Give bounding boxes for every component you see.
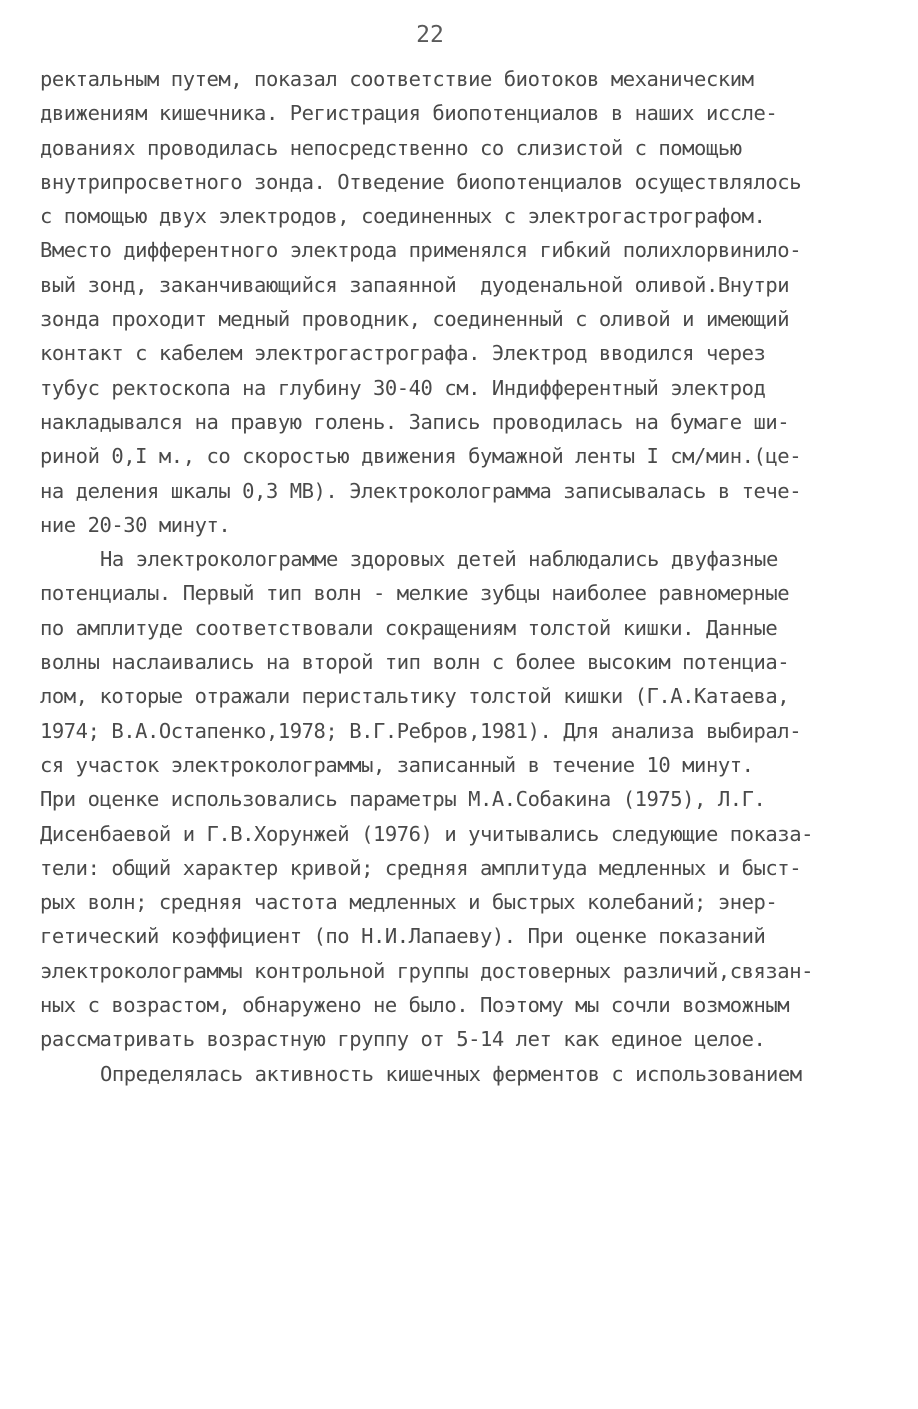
text-line: гетический коэффициент (по Н.И.Лапаеву). При оценке показаний — [40, 924, 766, 949]
text-line: ных с возрастом, обнаружено не было. Поэтому мы сочли возможным — [40, 993, 790, 1018]
text-line: рых волн; средняя частота медленных и быстрых колебаний; энер- — [40, 890, 778, 915]
text-line: тели: общий характер кривой; средняя амплитуда медленных и быст- — [40, 855, 802, 880]
paragraph — [40, 1057, 870, 1091]
text-line: электроколограммы контрольной группы достоверных различий,связан- — [40, 958, 813, 983]
text-line: ся участок электроколограммы, записанный в течение 10 минут. — [40, 752, 754, 777]
text-line: риной 0,I м., со скоростью движения бумажной ленты I см/мин.(це- — [40, 444, 802, 469]
text-line: контакт с кабелем электрогастрографа. Электрод вводился через — [40, 341, 766, 366]
text-line: волны наслаивались на второй тип волн с более высоким потенциа- — [40, 650, 790, 675]
text-line: потенциалы. Первый тип волн - мелкие зубцы наиболее равномерные — [40, 581, 790, 606]
text-line: дованиях проводилась непосредственно со слизистой с помощью — [40, 135, 742, 160]
text-line: ние 20-30 минут. — [40, 512, 231, 537]
text-line: на деления шкалы 0,3 МВ). Электрокологрaмма записывалась в тече- — [40, 478, 802, 503]
text-line: ректальным путем, показал соответствие биотоков механическим — [40, 67, 754, 91]
text-line: зонда проходит медный проводник, соединенный с оливой и имеющий — [40, 307, 790, 332]
text-line: тубус ректоскопа на глубину 30-40 см. Индифферентный электрод — [40, 375, 766, 400]
text-line: вый зонд, заканчивающийся запаянной дуоденальной оливой.Внутри — [40, 272, 790, 297]
page-number: 22 — [416, 22, 444, 48]
text-line: накладывался на правую голень. Запись проводилась на бумаге ши- — [40, 409, 790, 434]
text-line: Определялась активность кишечных ферментов с использованием — [100, 1061, 802, 1086]
body-text — [40, 62, 870, 1091]
text-line: Дисенбаевой и Г.В.Хорунжей (1976) и учитывались следующие показа- — [40, 821, 813, 846]
text-line: Вместо дифферентного электрода применялся гибкий полихлорвинило- — [40, 238, 802, 263]
paragraph — [40, 62, 870, 542]
text-line: с помощью двух электродов, соединенных с электрогастрографом. — [40, 204, 766, 229]
text-line: внутрипросветного зонда. Отведение биопотенциалов осуществлялось — [40, 169, 802, 194]
text-line: по амплитуде соответствовали сокращениям толстой кишки. Данные — [40, 615, 778, 640]
paragraph — [40, 542, 870, 1056]
text-line: движениям кишечника. Регистрация биопотенциалов в наших иссле- — [40, 101, 778, 126]
text-line: При оценке использовались параметры М.А.Собакина (1975), Л.Г. — [40, 787, 766, 812]
text-line: На электрокологрaмме здоровых детей наблюдались двуфазные — [100, 547, 778, 572]
text-line: лом, которые отражали перистальтику толстой кишки (Г.А.Катаева, — [40, 684, 790, 709]
text-line: рассматривать возрастную группу от 5-14 лет как единое целое. — [40, 1027, 766, 1052]
text-line: 1974; В.А.Остапенко,1978; В.Г.Ребров,1981). Для анализа выбирал- — [40, 718, 802, 743]
